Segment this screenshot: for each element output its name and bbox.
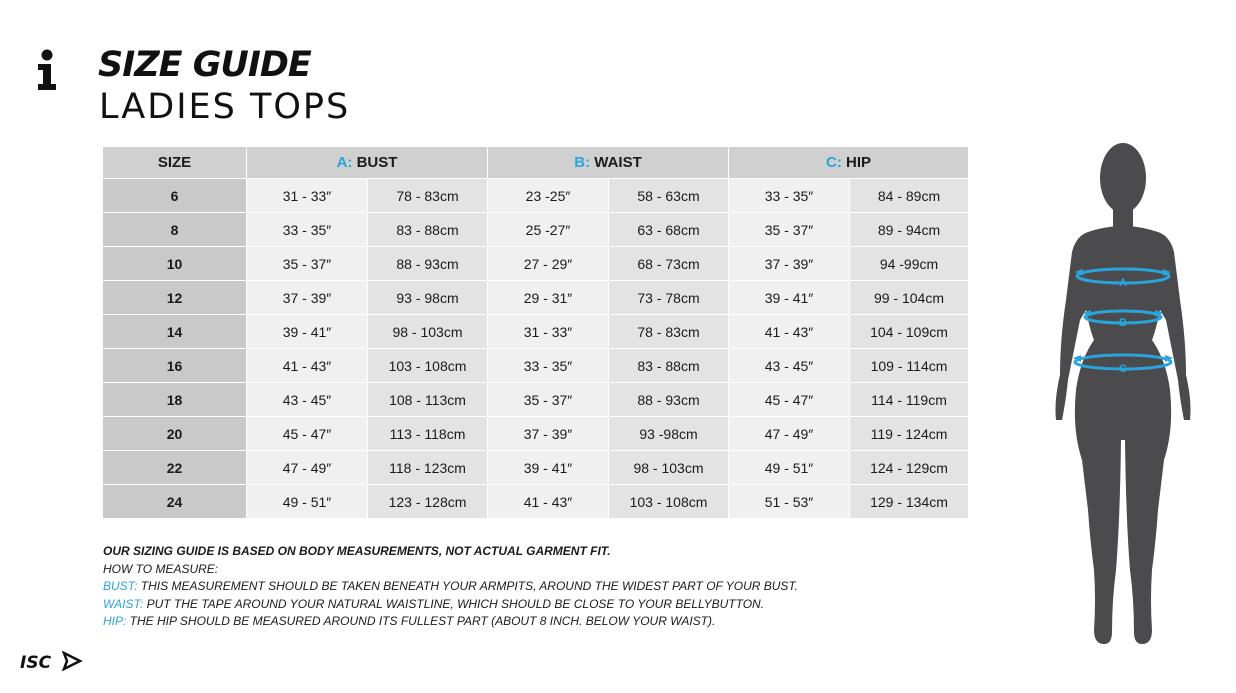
notes-hip-text: THE HIP SHOULD BE MEASURED AROUND ITS FULLEST PART (ABOUT 8 INCH. BELOW YOUR WAIST). [126, 614, 716, 629]
bust-in-cell: 37 - 39″ [247, 281, 368, 315]
body-silhouette [1056, 143, 1191, 644]
waist-cm-cell: 58 - 63cm [609, 179, 729, 213]
notes-lead: OUR SIZING GUIDE IS BASED ON BODY MEASUREMENTS, NOT ACTUAL GARMENT FIT. [103, 544, 611, 558]
size-cell: 12 [103, 281, 247, 315]
table-row [103, 451, 969, 485]
hip-cm-cell: 89 - 94cm [850, 213, 969, 247]
header-bust-label: BUST [356, 154, 398, 171]
hip-cm-cell: 84 - 89cm [850, 179, 969, 213]
waist-in-cell: 37 - 39″ [488, 417, 609, 451]
table-row [103, 417, 969, 451]
hip-in-cell: 37 - 39″ [729, 247, 850, 281]
hip-cm-cell: 114 - 119cm [850, 383, 969, 417]
hip-in-cell: 43 - 45″ [729, 349, 850, 383]
size-cell: 20 [103, 417, 247, 451]
bust-in-cell: 35 - 37″ [247, 247, 368, 281]
hip-in-cell: 51 - 53″ [729, 485, 850, 519]
header-waist-key: B: [574, 154, 591, 171]
hip-cm-cell: 119 - 124cm [850, 417, 969, 451]
header-waist [488, 147, 729, 179]
notes-hip-key: HIP: [103, 614, 127, 629]
bust-cm-cell: 108 - 113cm [368, 383, 488, 417]
figure-label-b: B [1119, 317, 1127, 329]
hip-cm-cell: 109 - 114cm [850, 349, 969, 383]
header-hip [729, 147, 969, 179]
size-cell: 22 [103, 451, 247, 485]
hip-cm-cell: 104 - 109cm [850, 315, 969, 349]
waist-cm-cell: 68 - 73cm [609, 247, 729, 281]
hip-in-cell: 47 - 49″ [729, 417, 850, 451]
notes-bust-text: THIS MEASUREMENT SHOULD BE TAKEN BENEATH YOUR ARMPITS, AROUND THE WIDEST PART OF YOUR BUST. [137, 579, 798, 594]
waist-cm-cell: 73 - 78cm [609, 281, 729, 315]
table-row [103, 485, 969, 519]
sizing-notes [103, 543, 798, 631]
header-waist-label: WAIST [594, 154, 642, 171]
bust-cm-cell: 93 - 98cm [368, 281, 488, 315]
hip-in-cell: 45 - 47″ [729, 383, 850, 417]
size-cell: 10 [103, 247, 247, 281]
bust-in-cell: 41 - 43″ [247, 349, 368, 383]
page-subtitle: LADIES TOPS [99, 87, 351, 127]
hip-cm-cell: 124 - 129cm [850, 451, 969, 485]
isc-logo [20, 649, 84, 673]
size-cell: 6 [103, 179, 247, 213]
bust-cm-cell: 103 - 108cm [368, 349, 488, 383]
table-row [103, 281, 969, 315]
figure-label-a: A [1119, 277, 1127, 289]
figure-label-c: C [1119, 363, 1127, 375]
hip-in-cell: 39 - 41″ [729, 281, 850, 315]
info-icon [36, 49, 58, 91]
notes-hip [103, 613, 798, 631]
waist-cm-cell: 98 - 103cm [609, 451, 729, 485]
size-cell: 8 [103, 213, 247, 247]
bust-in-cell: 49 - 51″ [247, 485, 368, 519]
bust-in-cell: 39 - 41″ [247, 315, 368, 349]
hip-in-cell: 33 - 35″ [729, 179, 850, 213]
waist-cm-cell: 63 - 68cm [609, 213, 729, 247]
body-figure [1048, 140, 1198, 646]
size-cell: 16 [103, 349, 247, 383]
notes-bust-key: BUST: [103, 579, 138, 594]
hip-cm-cell: 129 - 134cm [850, 485, 969, 519]
bust-in-cell: 43 - 45″ [247, 383, 368, 417]
waist-cm-cell: 93 -98cm [609, 417, 729, 451]
logo-text: ISC [20, 653, 52, 673]
logo-arrow-icon [64, 653, 80, 669]
waist-in-cell: 29 - 31″ [488, 281, 609, 315]
bust-in-cell: 31 - 33″ [247, 179, 368, 213]
table-row [103, 315, 969, 349]
hip-in-cell: 35 - 37″ [729, 213, 850, 247]
size-table [102, 146, 969, 519]
bust-cm-cell: 123 - 128cm [368, 485, 488, 519]
bust-cm-cell: 98 - 103cm [368, 315, 488, 349]
waist-in-cell: 27 - 29″ [488, 247, 609, 281]
header-bust-key: A: [336, 154, 353, 171]
notes-waist-text: PUT THE TAPE AROUND YOUR NATURAL WAISTLINE, WHICH SHOULD BE CLOSE TO YOUR BELLYBUTTON. [143, 596, 765, 611]
notes-bust [103, 578, 798, 596]
bust-in-cell: 47 - 49″ [247, 451, 368, 485]
bust-cm-cell: 113 - 118cm [368, 417, 488, 451]
header-size: SIZE [103, 147, 247, 179]
table-row [103, 383, 969, 417]
notes-waist [103, 596, 798, 614]
waist-in-cell: 33 - 35″ [488, 349, 609, 383]
header-hip-label: HIP [845, 154, 871, 171]
notes-how-to: HOW TO MEASURE: [103, 561, 219, 576]
bust-cm-cell: 83 - 88cm [368, 213, 488, 247]
table-body [103, 179, 969, 519]
waist-in-cell: 23 -25″ [488, 179, 609, 213]
waist-in-cell: 31 - 33″ [488, 315, 609, 349]
size-cell: 24 [103, 485, 247, 519]
page-title: SIZE GUIDE [98, 45, 311, 85]
hip-in-cell: 41 - 43″ [729, 315, 850, 349]
waist-cm-cell: 78 - 83cm [609, 315, 729, 349]
bust-cm-cell: 88 - 93cm [368, 247, 488, 281]
bust-in-cell: 33 - 35″ [247, 213, 368, 247]
hip-in-cell: 49 - 51″ [729, 451, 850, 485]
table-row [103, 349, 969, 383]
waist-in-cell: 35 - 37″ [488, 383, 609, 417]
hip-cm-cell: 99 - 104cm [850, 281, 969, 315]
waist-in-cell: 25 -27″ [488, 213, 609, 247]
waist-in-cell: 41 - 43″ [488, 485, 609, 519]
table-row [103, 247, 969, 281]
table-row [103, 179, 969, 213]
bust-cm-cell: 78 - 83cm [368, 179, 488, 213]
waist-cm-cell: 83 - 88cm [609, 349, 729, 383]
waist-cm-cell: 103 - 108cm [609, 485, 729, 519]
bust-in-cell: 45 - 47″ [247, 417, 368, 451]
notes-waist-key: WAIST: [103, 596, 144, 611]
waist-cm-cell: 88 - 93cm [609, 383, 729, 417]
waist-in-cell: 39 - 41″ [488, 451, 609, 485]
hip-cm-cell: 94 -99cm [850, 247, 969, 281]
size-cell: 18 [103, 383, 247, 417]
table-header-row [103, 147, 969, 179]
table-row [103, 213, 969, 247]
header-hip-key: C: [825, 154, 842, 171]
size-cell: 14 [103, 315, 247, 349]
bust-cm-cell: 118 - 123cm [368, 451, 488, 485]
header-bust [247, 147, 488, 179]
